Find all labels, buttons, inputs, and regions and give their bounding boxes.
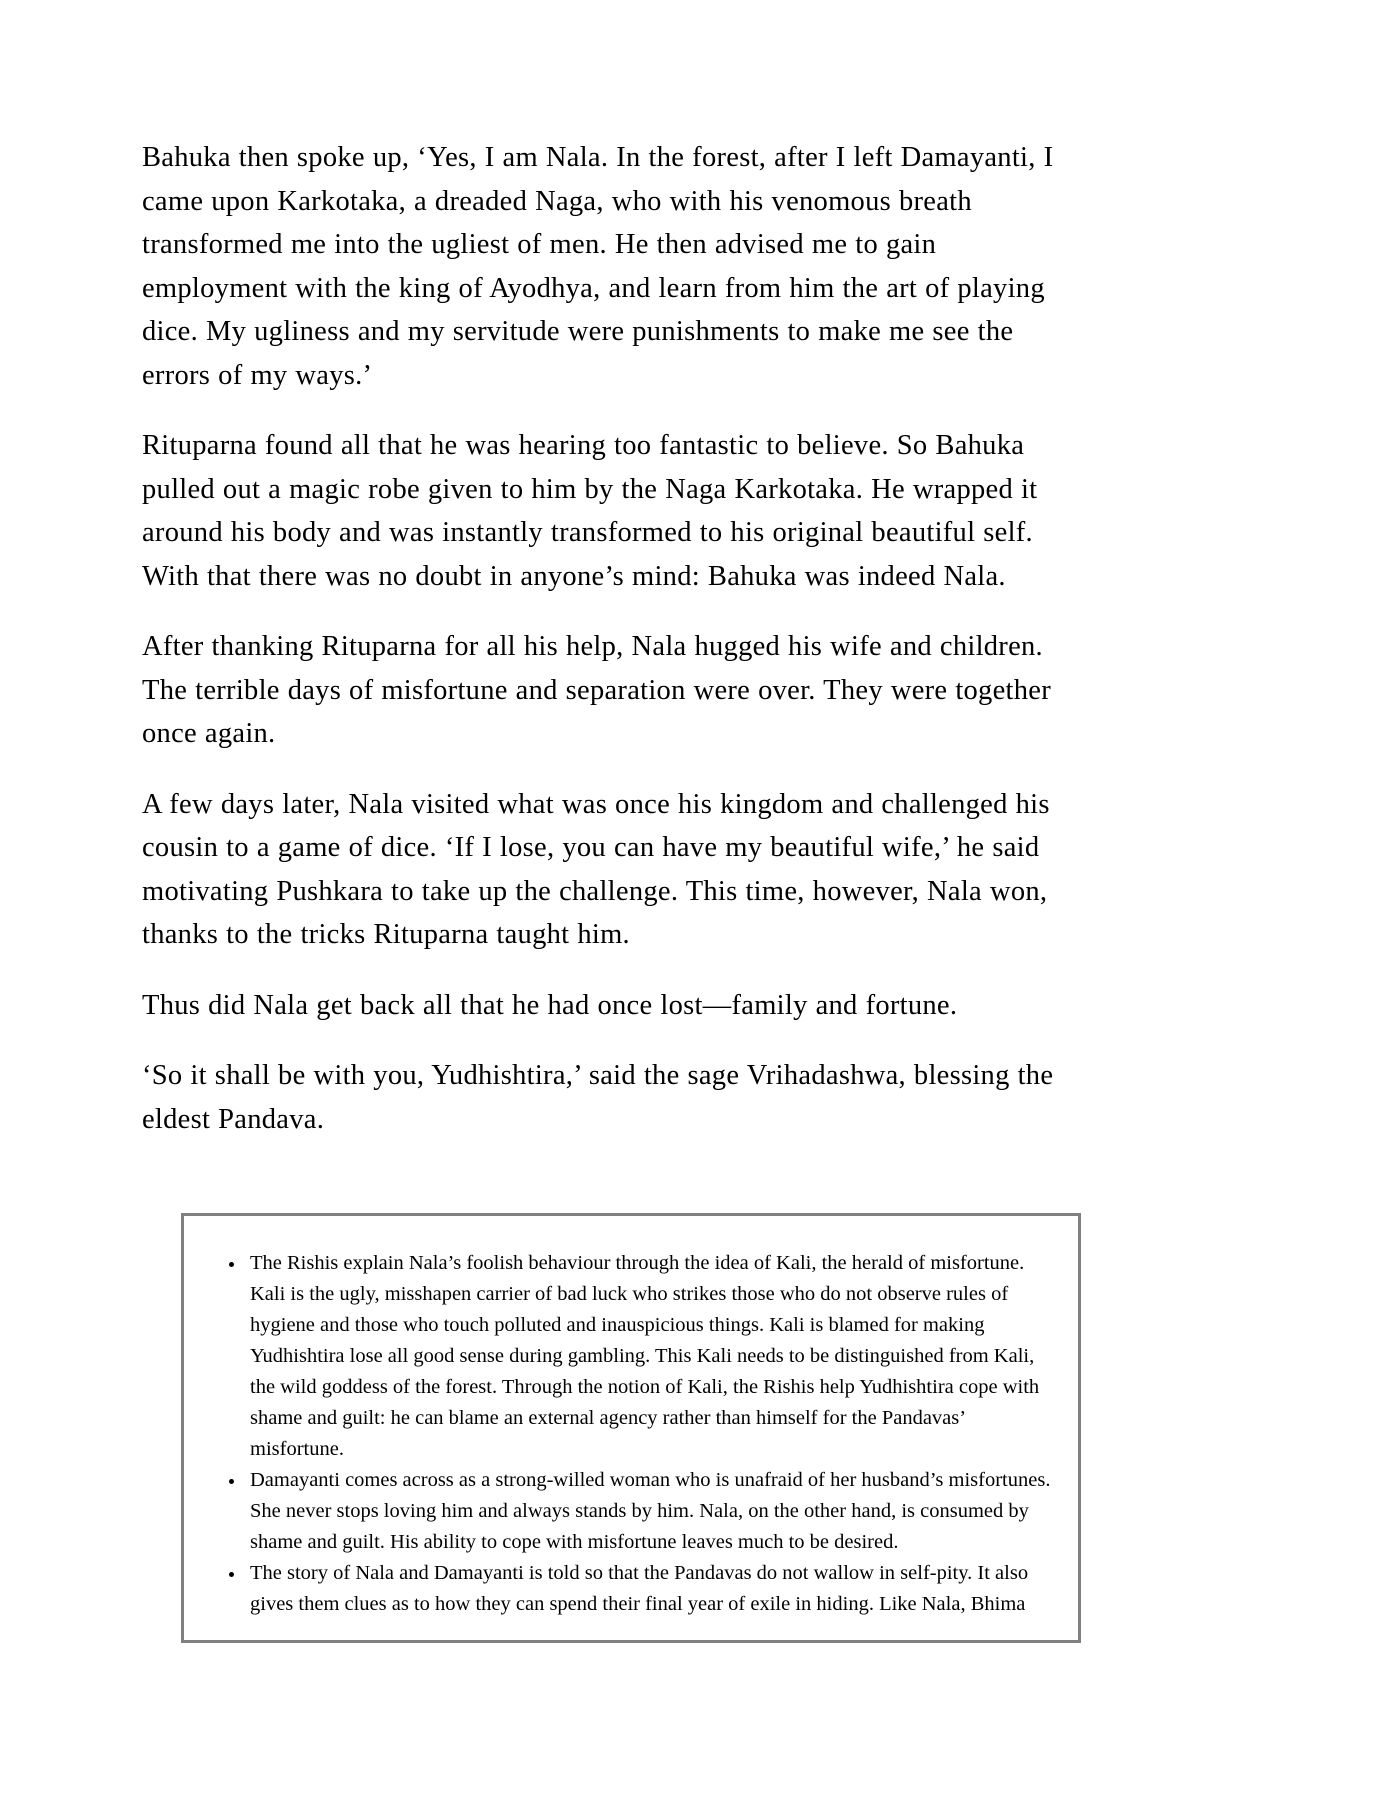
paragraph-2: Rituparna found all that he was hearing too fantastic to believe. So Bahuka pulled out a magic robe given to him by the Naga Karkotaka. He wrapped it around his body and was instantly transformed to his original beautiful self. With that there was no doubt in anyone’s mind: Bahuka was indeed Nala. — [142, 430, 1038, 592]
list-item: • Damayanti comes across as a strong-willed woman who is unafraid of her husband’s misfortunes. She never stops loving him and always stands by him. Nala, on the other hand, is consumed by shame and guilt. His ability to cope with misfortune leaves much to be desired. — [246, 1465, 1056, 1558]
callout-bullet-list — [184, 1216, 1078, 1620]
paragraph-6: ‘So it shall be with you, Yudhishtira,’ said the sage Vrihadashwa, blessing the eldest Pandava. — [142, 1060, 1054, 1135]
body-text-column — [142, 136, 1072, 1141]
paragraph-3: After thanking Rituparna for all his help, Nala hugged his wife and children. The terrible days of misfortune and separation were over. They were together once again. — [142, 631, 1051, 749]
callout-box — [181, 1213, 1081, 1643]
paragraph-5: Thus did Nala get back all that he had once lost—family and fortune. — [142, 989, 958, 1021]
list-item: • The story of Nala and Damayanti is told so that the Pandavas do not wallow in self-pity. It also gives them clues as to how they can spend their final year of exile in hiding. Like Nala, Bhima — [246, 1558, 1056, 1620]
paragraph-1: Bahuka then spoke up, ‘Yes, I am Nala. In the forest, after I left Damayanti, I came upon Karkotaka, a dreaded Naga, who with his venomous breath transformed me into the ugliest of men. He then advised me to gain employment with the king of Ayodhya, and learn from him the art of playing dice. My ugliness and my servitude were punishments to make me see the errors of my ways.’ — [142, 142, 1054, 391]
list-item: • The Rishis explain Nala’s foolish behaviour through the idea of Kali, the herald of misfortune. Kali is the ugly, misshapen carrier of bad luck who strikes those who do not observe rules of hygiene and those who touch polluted and inauspicious things. Kali is blamed for making Yudhishtira lose all good sense during gambling. This Kali needs to be distinguished from Kali, the wild goddess of the forest. Through the notion of Kali, the Rishis help Yudhishtira cope with shame and guilt: he can blame an external agency rather than himself for the Pandavas’ misfortune. — [246, 1248, 1056, 1465]
paragraph-4: A few days later, Nala visited what was once his kingdom and challenged his cousin to a game of dice. ‘If I lose, you can have my beautiful wife,’ he said motivating Pushkara to take up the challenge. This time, however, Nala won, thanks to the tricks Rituparna taught him. — [142, 788, 1050, 950]
